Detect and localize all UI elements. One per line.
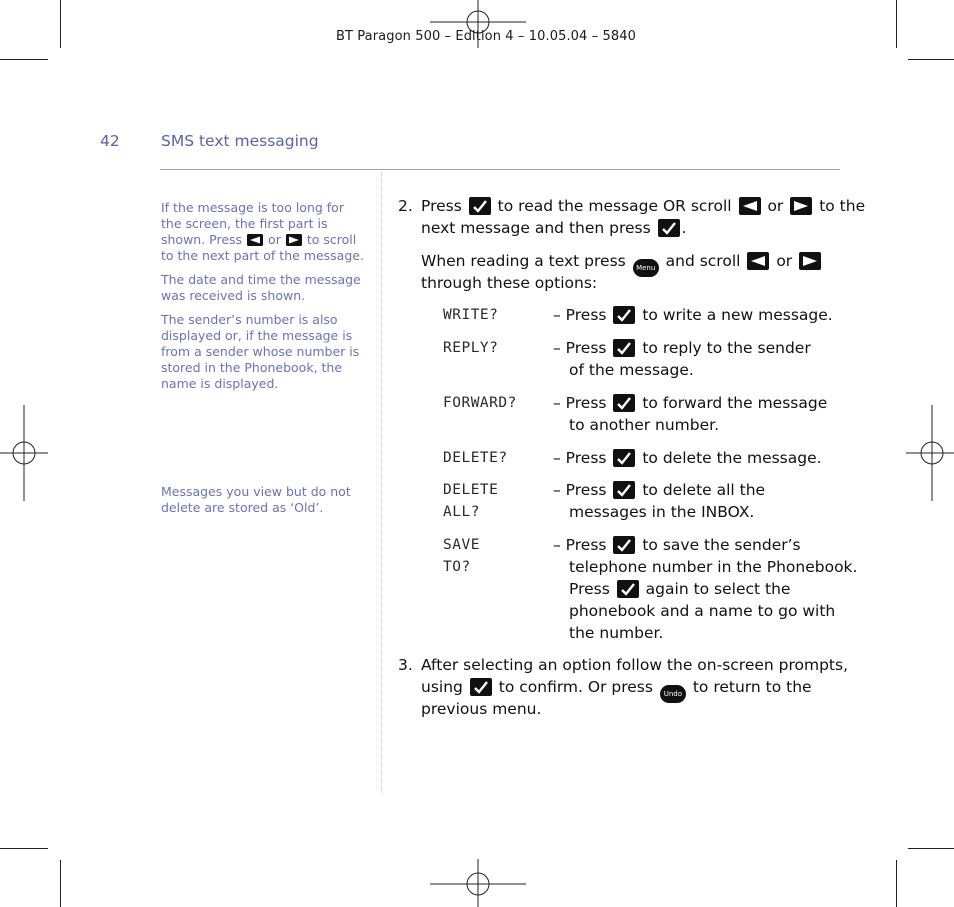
scroll-right-icon (286, 234, 302, 246)
lcd-option-label: WRITE? (443, 307, 499, 323)
side-note: If the message is too long for the screen, the first part is shown. Press or to scroll to the next part of the message. (161, 200, 364, 263)
ok-tick-icon (617, 580, 639, 598)
lcd-option-label: DELETE? (443, 450, 508, 466)
crop-mark (908, 848, 954, 849)
print-info: BT Paragon 500 – Edition 4 – 10.05.04 – 5840 (336, 29, 636, 44)
crop-mark (60, 0, 61, 48)
crop-mark (0, 848, 48, 849)
step-number: 2. (398, 197, 413, 215)
step-3-line-3: previous menu. (421, 700, 542, 718)
ok-tick-icon (613, 306, 635, 324)
step-2-reading-line-2: through these options: (421, 274, 598, 292)
step-number: 3. (398, 656, 413, 674)
step-2-line-1: Press to read the message OR scroll or to the (421, 197, 866, 215)
menu-key-icon: Menu (633, 259, 659, 277)
ok-tick-icon (613, 394, 635, 412)
registration-mark-right (906, 405, 954, 501)
registration-mark-bottom (430, 859, 526, 907)
scroll-right-icon (790, 197, 812, 215)
step-2-reading-line-1: When reading a text press Menu and scroll or (421, 250, 823, 277)
lcd-option-label: SAVE TO? (443, 537, 480, 575)
side-note: The date and time the message was received is shown. (161, 272, 361, 303)
crop-mark (896, 0, 897, 48)
lcd-option-label: FORWARD? (443, 395, 517, 411)
ok-tick-icon (470, 678, 492, 696)
scroll-left-icon (739, 197, 761, 215)
instructions: 2. Press to read the message OR scroll or to the next message and then press . When reading a text press Menu and scroll or through these options: WRITE? – Press to write a new message. REPLY? – Press to reply to the sender of the message. FORWARD? – Press to forward the message to another number. DELETE? – Press to delete the message. DELETE ALL? – Press to delete all the messages in the INBOX. SAVE TO? – Press to save the sender’s telephone number in the Phonebook. Press again to select the phonebook and a name to go with the number. 3. After selecting an option follow the on-screen prompts, using to confirm. Or press Undo to return to the previous menu. (398, 197, 866, 718)
column-divider (381, 172, 382, 794)
header-rule (160, 169, 840, 170)
ok-tick-icon (469, 197, 491, 215)
ok-tick-icon (613, 449, 635, 467)
crop-mark (896, 860, 897, 907)
side-note: Messages you view but do not delete are stored as ‘Old’. (161, 484, 351, 515)
lcd-option-label: REPLY? (443, 340, 499, 356)
scroll-right-icon (799, 252, 821, 270)
ok-tick-icon (658, 219, 680, 237)
section-title: SMS text messaging (161, 132, 319, 150)
ok-tick-icon (613, 339, 635, 357)
step-2-line-2: next message and then press . (421, 219, 687, 237)
step-3-line-1: After selecting an option follow the on-screen prompts, (421, 656, 849, 674)
lcd-option-label: DELETE ALL? (443, 482, 499, 520)
side-notes (161, 200, 366, 400)
crop-mark (60, 860, 61, 907)
page-number: 42 (100, 132, 120, 150)
registration-mark-left (0, 405, 48, 501)
side-notes-lower (161, 484, 351, 524)
scroll-left-icon (747, 252, 769, 270)
ok-tick-icon (613, 536, 635, 554)
step-3-line-2: using to confirm. Or press Undo to return to the (421, 676, 812, 703)
crop-mark (908, 59, 954, 60)
crop-mark (0, 59, 48, 60)
side-note: The sender’s number is also displayed or, if the message is from a sender whose number is stored in the Phonebook, the name is displayed. (161, 312, 360, 391)
undo-key-icon: Undo (660, 685, 686, 703)
scroll-left-icon (247, 234, 263, 246)
ok-tick-icon (613, 481, 635, 499)
